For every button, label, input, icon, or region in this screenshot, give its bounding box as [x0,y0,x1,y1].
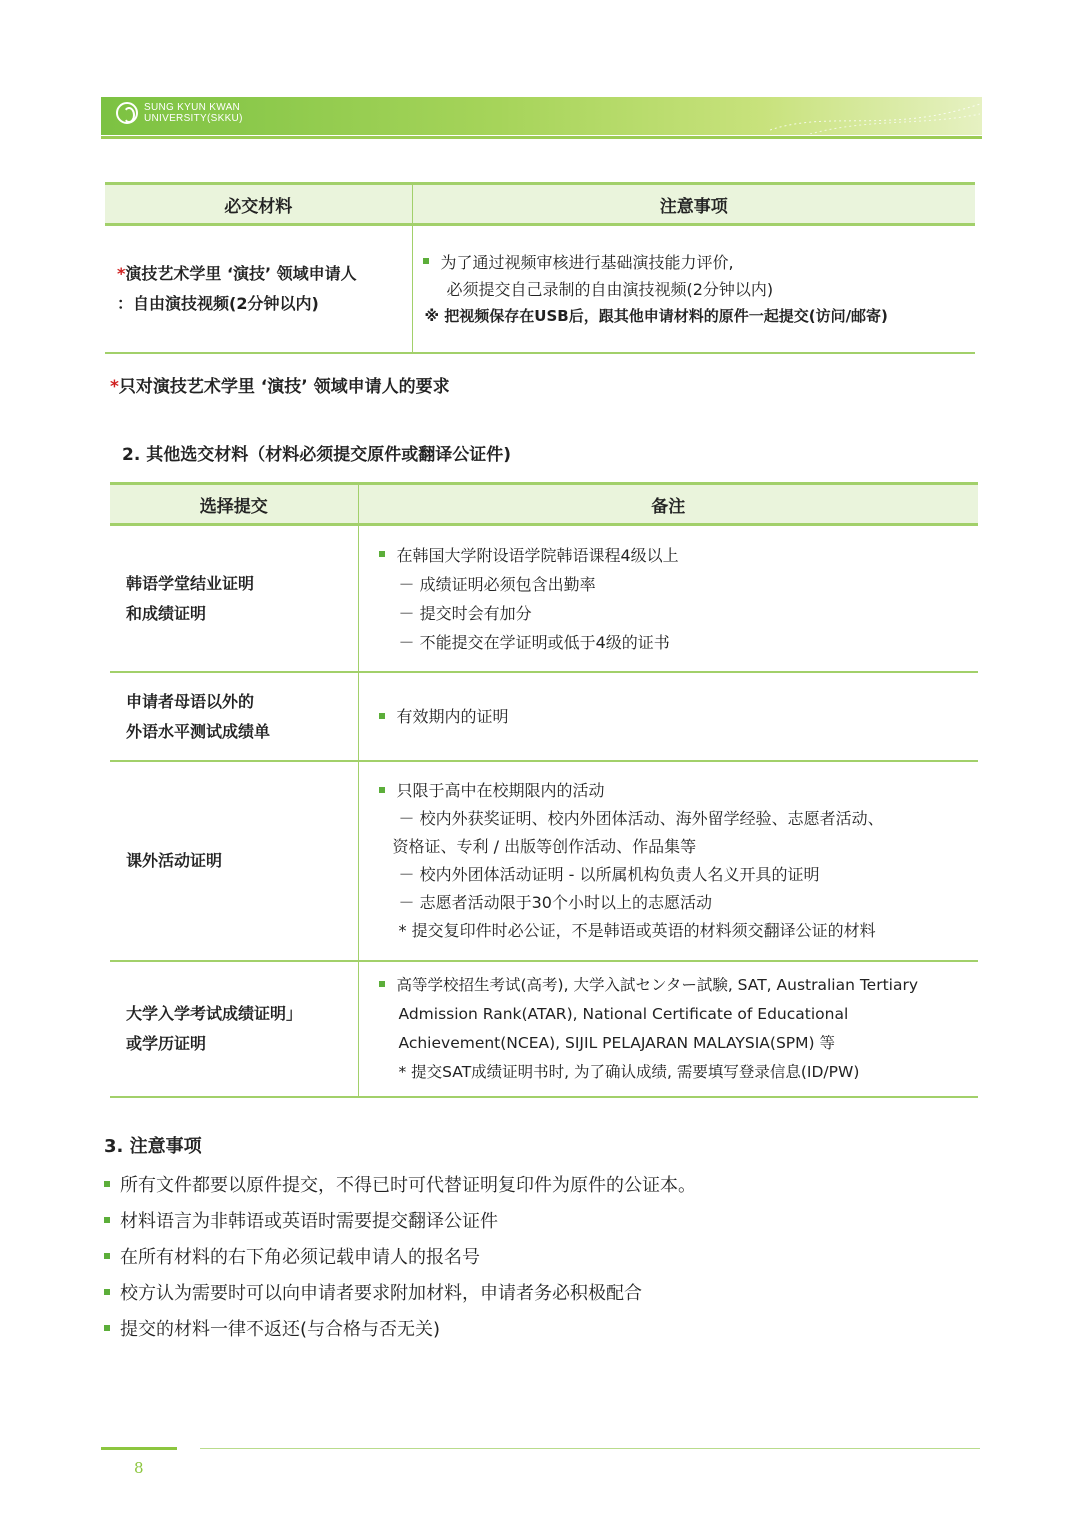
table-row: 申请者母语以外的 外语水平测试成绩单 有效期内的证明 [110,672,978,761]
table-row-label [105,225,412,354]
logo-line-2: UNIVERSITY(SKKU) [144,113,243,124]
col-header-required: 必交材料 [105,184,412,225]
col-header-remarks: 备注 [358,484,978,525]
section-3-title: 3. 注意事项 [104,1136,202,1157]
page-number: 8 [134,1459,144,1477]
table-row: 韩语学堂结业证明 和成绩证明 在韩国大学附设语学院韩语课程4级以上 － 成绩证明必须包含出勤率 － 提交时会有加分 － 不能提交在学证明或低于4级的证书 [110,525,978,673]
table-row: 课外活动证明 只限于高中在校期限内的活动 － 校内外获奖证明、校内外团体活动、海外留学经验、志愿者活动、 资格证、专利 / 出版等创作活动、作品集等 － 校内外团体活动证明 - 以所属机构负责人名义开具的证明 － 志愿者活动限于30个小时以上的志愿活动 * 提交复印件时必公证，不是韩语或英语的材料须交翻译公证的材料 [110,761,978,961]
table-row: 大学入学考试成绩证明」 或学历证明 高等学校招生考试(高考), 大学入試センター試験, SAT, Australian Tertiary Admission Rank(ATAR), National Certificate of Educational Achievement(NCEA), SIJIL PELAJARAN MALAYSIA(SPM) 等 * 提交SAT成绩证明书时, 为了确认成绩, 需要填写登录信息(ID/PW) [110,961,978,1097]
bullet-icon [379,981,385,987]
skku-logo-icon [116,102,138,124]
bullet-icon [104,1253,110,1259]
required-materials-table [105,182,975,354]
bullet-icon [104,1181,110,1187]
university-logo [116,102,243,124]
bullet-icon [104,1325,110,1331]
footer-accent-line [101,1447,177,1450]
decorative-dots [770,100,980,134]
col-header-notes: 注意事项 [412,184,975,225]
list-item: 提交的材料一律不返还(与合格与否无关) [104,1312,696,1348]
list-item: 材料语言为非韩语或英语时需要提交翻译公证件 [104,1204,696,1240]
row-label-line-1: 演技艺术学里 ‘演技’ 领域申请人 [125,264,357,283]
bullet-icon [379,787,385,793]
col-header-optional: 选择提交 [110,484,358,525]
bullet-icon [379,551,385,557]
section-2-title: 2. 其他选交材料（材料必须提交原件或翻译公证件) [122,445,511,465]
header-divider [101,136,982,139]
bullet-icon [423,258,429,264]
logo-line-1: SUNG KYUN KWAN [144,102,241,113]
footer-divider [200,1448,980,1449]
bullet-icon [104,1289,110,1295]
list-item: 在所有材料的右下角必须记载申请人的报名号 [104,1240,696,1276]
requirement-note: *只对演技艺术学里 ‘演技’ 领域申请人的要求 [110,377,450,397]
list-item: 校方认为需要时可以向申请者要求附加材料，申请者务必积极配合 [104,1276,696,1312]
row-label-line-2: ：自由演技视频(2分钟以内) [117,294,319,313]
list-item: 所有文件都要以原件提交，不得已时可代替证明复印件为原件的公证本。 [104,1168,696,1204]
table-row-notes: 为了通过视频审核进行基础演技能力评价, 必须提交自己录制的自由演技视频(2分钟以内) ※ 把视频保存在USB后，跟其他申请材料的原件一起提交(访问/邮寄) [412,225,975,354]
optional-materials-table [110,482,978,1098]
usb-note: ※ 把视频保存在USB后，跟其他申请材料的原件一起提交(访问/邮寄) [424,306,888,325]
bullet-icon [104,1217,110,1223]
notes-list [104,1168,696,1348]
required-star: * [117,264,126,283]
bullet-icon [379,713,385,719]
